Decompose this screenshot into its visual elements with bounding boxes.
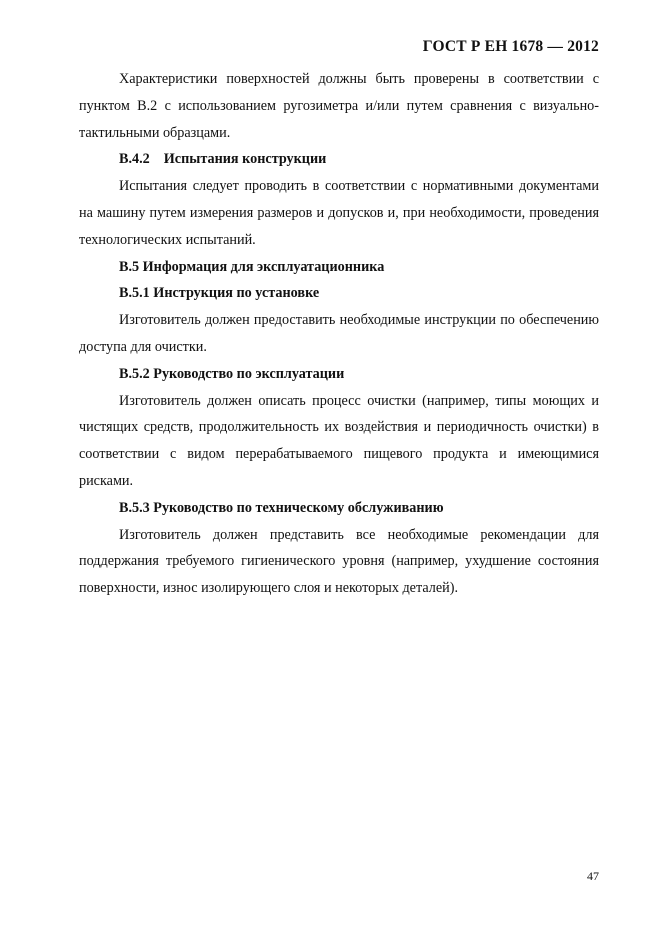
paragraph-maintenance-manual: Изготовитель должен представить все необходимые рекомендации для поддержания требуемого гигиенического уровня (например, ухудшение состояния поверхности, износ изолирующего слоя и некоторых деталей).	[79, 526, 599, 597]
paragraph-installation-instructions: Изготовитель должен предоставить необходимые инструкции по обеспечению доступа для очистки.	[79, 312, 599, 355]
heading-b42-number: В.4.2	[119, 151, 150, 168]
heading-b51: В.5.1 Инструкция по установке	[119, 285, 320, 302]
heading-b52: В.5.2 Руководство по эксплуатации	[119, 365, 345, 382]
paragraph-operation-manual: Изготовитель должен описать процесс очистки (например, типы моющих и чистящих средств, продолжительность их воздействия и периодичность очистки) в соответствии с видом перерабатываемого пищевого продукта и имеющимися рисками.	[79, 392, 599, 489]
document-body	[79, 66, 599, 602]
page-number: 47	[587, 869, 599, 883]
document-header: ГОСТ Р ЕН 1678 — 2012	[422, 38, 599, 55]
paragraph-design-tests: Испытания следует проводить в соответствии с нормативными документами на машину путем измерения размеров и допусков и, при необходимости, проведения технологических испытаний.	[79, 178, 599, 248]
heading-b5: В.5 Информация для эксплуатационника	[119, 258, 385, 275]
heading-b53: В.5.3 Руководство по техническому обслуживанию	[119, 499, 444, 516]
heading-b42-title: Испытания конструкции	[163, 151, 327, 168]
paragraph-surface-characteristics: Характеристики поверхностей должны быть проверены в соответствии с пунктом В.2 с использованием ругозиметра и/или путем сравнения с визуально-тактильными образцами.	[79, 71, 599, 141]
heading-b42	[79, 146, 599, 173]
